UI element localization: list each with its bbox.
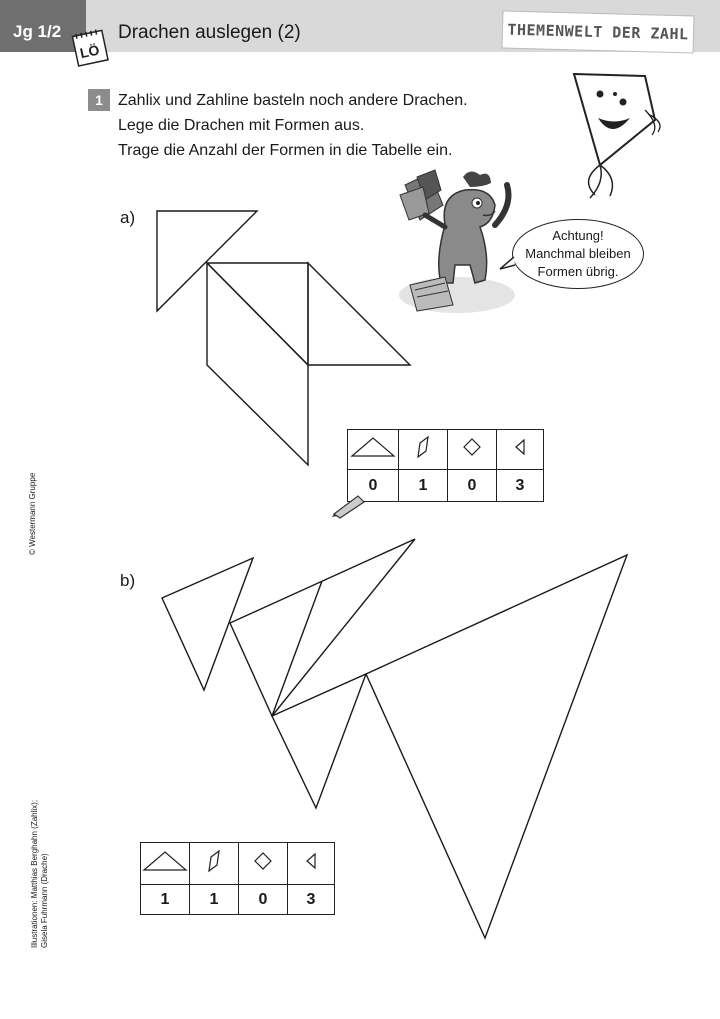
table-a-count-big-triangle: 0	[348, 470, 399, 502]
table-b-count-parallelogram: 1	[190, 885, 239, 915]
credits-line-1: Illustrationen: Matthias Berghahn (Zahlix);	[30, 799, 39, 948]
speech-line-3: Formen übrig.	[537, 264, 619, 279]
task-number: 1	[88, 89, 110, 111]
big-triangle-icon	[142, 850, 188, 872]
grade-label: Jg 1/2	[13, 22, 62, 41]
table-b	[140, 842, 335, 915]
table-b-count-big-triangle: 1	[141, 885, 190, 915]
table-a-count-square: 0	[448, 470, 497, 502]
table-b-count-square: 0	[239, 885, 288, 915]
part-b-label: b)	[120, 571, 136, 590]
table-b-icon-parallelogram	[190, 843, 239, 885]
task-line-2: Lege die Drachen mit Formen aus.	[118, 117, 365, 134]
parallelogram-icon	[207, 849, 221, 873]
square-icon	[253, 851, 273, 871]
task-line-1: Zahlix und Zahline basteln noch andere Drachen.	[118, 92, 468, 109]
credits-line-2: Gisela Fuhrmann (Drache)	[40, 853, 49, 948]
speech-line-1: Achtung!	[552, 228, 604, 243]
table-b-count-small-triangle: 3	[288, 885, 335, 915]
page-title: Drachen auslegen (2)	[118, 22, 301, 43]
series-label: THEMENWELT DER ZAHL	[503, 12, 694, 53]
illustration-credits	[30, 800, 50, 948]
table-b-icon-big-triangle	[141, 843, 190, 885]
part-a-label: a)	[120, 208, 136, 227]
small-triangle-icon	[304, 852, 318, 870]
speech-line-2: Manchmal bleiben	[525, 246, 631, 261]
solution-badge: LÖ	[78, 41, 101, 62]
table-a-count-small-triangle: 3	[497, 470, 544, 502]
table-b-icon-square	[239, 843, 288, 885]
table-b-icon-small-triangle	[288, 843, 335, 885]
task-line-3: Trage die Anzahl der Formen in die Tabelle ein.	[118, 142, 453, 159]
copyright-note: © Westermann Gruppe	[28, 472, 37, 555]
table-a-count-parallelogram: 1	[399, 470, 448, 502]
